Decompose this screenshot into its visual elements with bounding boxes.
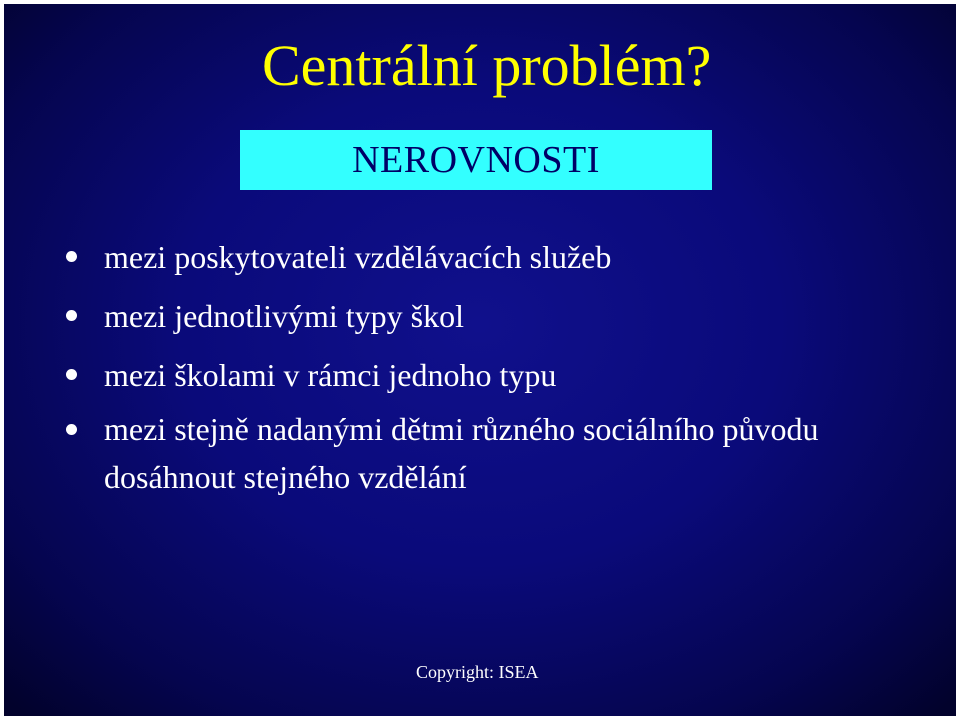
list-item — [66, 290, 926, 343]
banner-label: NEROVNOSTI — [352, 139, 600, 181]
bullet-dot-icon — [66, 310, 77, 321]
list-item — [66, 349, 926, 402]
bullet-text: mezi poskytovateli vzdělávacích služeb — [104, 239, 612, 275]
bullet-dot-icon — [66, 369, 77, 380]
bullet-list — [66, 231, 926, 507]
bullet-dot-icon — [66, 251, 77, 262]
bullet-dot-icon — [66, 424, 77, 435]
copyright-footer: Copyright: ISEA — [416, 662, 539, 682]
bullet-text: mezi stejně nadanými dětmi různého sociálního původu dosáhnout stejného vzdělání — [104, 411, 819, 495]
bullet-text: mezi školami v rámci jednoho typu — [104, 357, 557, 393]
slide — [4, 4, 956, 716]
highlight-banner — [240, 130, 712, 190]
list-item — [66, 405, 926, 501]
bullet-text: mezi jednotlivými typy škol — [104, 298, 464, 334]
list-item — [66, 231, 926, 284]
slide-title: Centrální problém? — [262, 33, 712, 98]
